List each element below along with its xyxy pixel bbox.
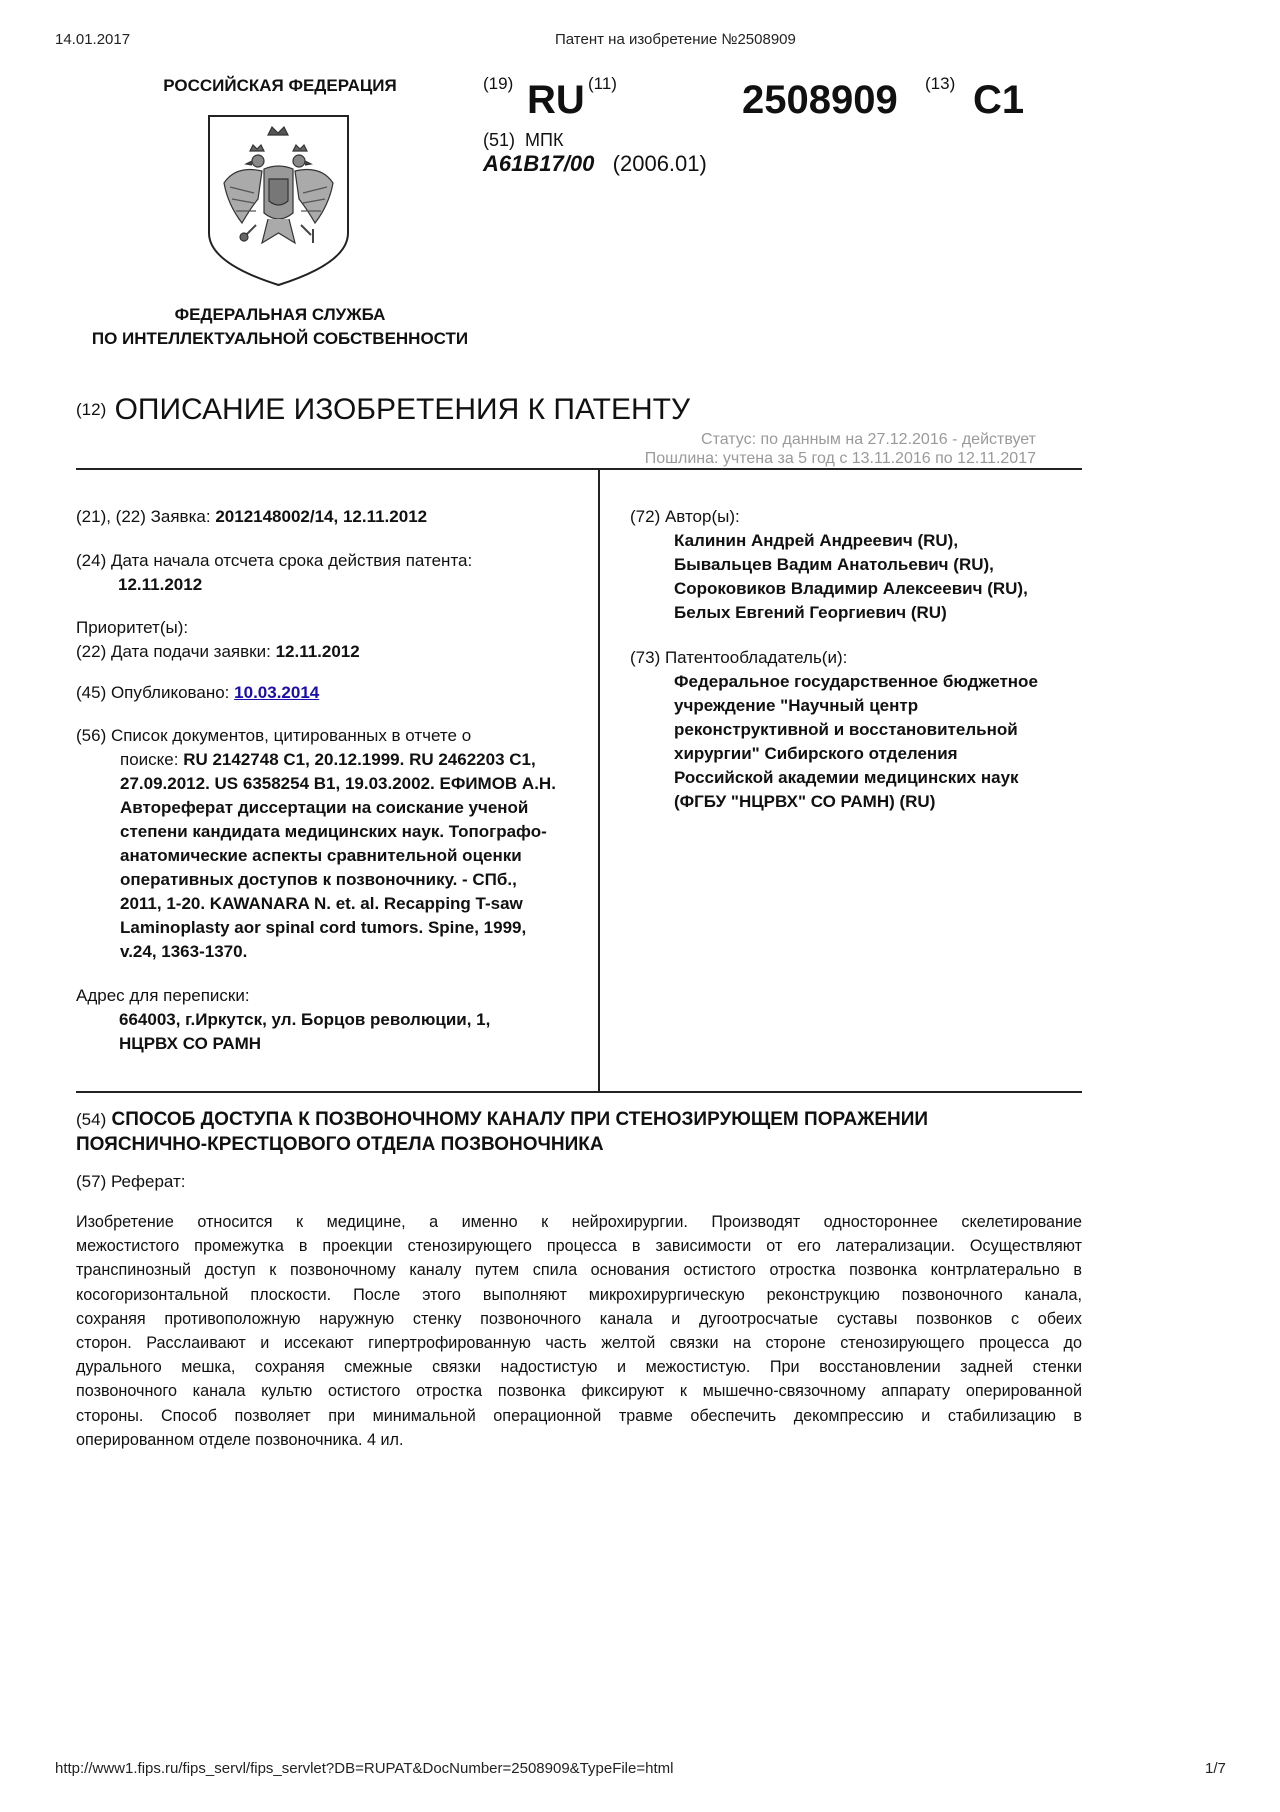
top-divider: [76, 468, 1082, 470]
print-title: Патент на изобретение №2508909: [555, 31, 796, 48]
page-number: 1/7: [1205, 1760, 1226, 1777]
abstract-line: Изобретение относится к медицине, а именно к нейрохирургии. Производят одностороннее скелетирование: [76, 1213, 1082, 1231]
abstract-label: (57) Реферат:: [76, 1172, 186, 1191]
published-label: (45) Опубликовано:: [76, 683, 230, 702]
code-19: (19): [483, 74, 514, 93]
filing-date-row: [76, 640, 360, 664]
invention-title-line-2: ПОЯСНИЧНО-КРЕСТЦОВОГО ОТДЕЛА ПОЗВОНОЧНИКА: [76, 1134, 604, 1155]
cited-line-2: [76, 748, 596, 772]
fee-line: Пошлина: учтена за 5 год с 13.11.2016 по 12.11.2017: [644, 450, 1036, 467]
abstract-line: позвоночного канала культю остистого отростка позвонка фиксируют к мышечно-связочному аппарату оперированной: [76, 1382, 1082, 1401]
code-51-num: (51): [483, 130, 516, 150]
code-11: (11): [588, 74, 617, 93]
address-line-1: 664003, г.Иркутск, ул. Борцов революции, 1,: [119, 1010, 491, 1029]
cited-line: анатомические аспекты сравнительной оценки: [120, 846, 522, 865]
cited-line: 27.09.2012. US 6358254 B1, 19.03.2002. ЕФИМОВ А.Н.: [120, 774, 556, 793]
abstract-line: транспинозный доступ к позвоночному каналу путем спила основания остистого отростка позвонка контрлатерально в: [76, 1261, 1082, 1280]
print-date: 14.01.2017: [55, 31, 131, 48]
application-field: [76, 505, 427, 529]
cited-line: 2011, 1-20. KAWANARA N. et. al. Recapping T-saw: [120, 894, 523, 913]
application-label: (21), (22) Заявка:: [76, 507, 211, 526]
code-13: (13): [925, 74, 956, 93]
cited-line: Laminoplasty aor spinal cord tumors. Spine, 1999,: [120, 918, 527, 937]
double-headed-eagle-icon: [206, 113, 351, 287]
mpk-label: МПК: [525, 130, 564, 150]
agency-name: [60, 303, 500, 351]
cited-line-1: (56) Список документов, цитированных в отчете о: [76, 726, 472, 745]
authors-label: (72) Автор(ы):: [630, 507, 740, 526]
address-label: Адрес для переписки:: [76, 986, 250, 1005]
ipc-code: A61B17/00: [483, 151, 595, 176]
code-54: (54): [76, 1110, 107, 1129]
bottom-divider: [76, 1091, 1082, 1093]
application-value: 2012148002/14, 12.11.2012: [215, 507, 428, 526]
cited-line: оперативных доступов к позвоночнику. - СПб.,: [120, 870, 517, 889]
authors-field: [630, 505, 1028, 625]
abstract-line: косогоризонтальной плоскости. После этого выполняют микрохирургическую реконструкцию позвоночного канала,: [76, 1285, 1082, 1304]
owner-line: Федеральное государственное бюджетное: [674, 672, 1038, 691]
author-name: Белых Евгений Георгиевич (RU): [674, 603, 947, 622]
patent-number: 2508909: [742, 78, 898, 122]
cited-line: Автореферат диссертации на соискание ученой: [120, 798, 529, 817]
code-12: (12): [76, 400, 107, 419]
invention-title-line-1: [76, 1107, 1086, 1132]
print-url: http://www1.fips.ru/fips_servl/fips_servlet?DB=RUPAT&DocNumber=2508909&TypeFile=html: [55, 1760, 674, 1777]
owner-line: (ФГБУ "НЦРВХ" СО РАМН) (RU): [674, 792, 936, 811]
cited-line: v.24, 1363-1370.: [120, 942, 248, 961]
invention-title-text-1: СПОСОБ ДОСТУПА К ПОЗВОНОЧНОМУ КАНАЛУ ПРИ СТЕНОЗИРУЮЩЕМ ПОРАЖЕНИИ: [111, 1109, 929, 1130]
owner-line: учреждение "Научный центр: [674, 696, 919, 715]
correspondence-address: [76, 984, 490, 1056]
ipc-year: (2006.01): [612, 151, 707, 176]
abstract-line: дурального мешка, сохраняя смежные связки надостистую и межостистую. При восстановлении задней стенки: [76, 1358, 1082, 1377]
cited-line: степени кандидата медицинских наук. Топографо-: [120, 822, 547, 841]
owner-line: Российской академии медицинских наук: [674, 768, 1019, 787]
kind-code: C1: [973, 78, 1025, 122]
column-divider: [598, 468, 600, 1092]
filing-value: 12.11.2012: [275, 642, 360, 661]
abstract-line: стороны. Способ позволяет при минимальной операционной травме обеспечить декомпрессию и стабилизацию в: [76, 1406, 1082, 1425]
abstract-line: межостистого промежутка в проекции стенозирующего процесса в зависимости от его латерализации. Осуществляют: [76, 1237, 1082, 1256]
document-title: [76, 392, 690, 428]
owner-line: реконструктивной и восстановительной: [674, 720, 1018, 739]
country-code: RU: [527, 78, 585, 122]
abstract-text: [76, 1210, 1082, 1452]
term-start-field: [76, 549, 472, 597]
priority-label: Приоритет(ы):: [76, 618, 189, 637]
cited-line-2-bold: RU 2142748 C1, 20.12.1999. RU 2462203 C1,: [183, 750, 536, 769]
agency-line-2: ПО ИНТЕЛЛЕКТУАЛЬНОЙ СОБСТВЕННОСТИ: [91, 329, 469, 348]
term-value: 12.11.2012: [118, 575, 203, 594]
author-name: Сороковиков Владимир Алексеевич (RU),: [674, 579, 1028, 598]
cited-documents: [76, 724, 596, 964]
abstract-line: сохраняя противоположную наружную стенку позвоночного канала и дугоотросчатые суставы позвонков с обеих: [76, 1309, 1082, 1328]
abstract-line: оперированном отделе позвоночника. 4 ил.: [76, 1430, 404, 1449]
code-51: [483, 130, 563, 151]
address-line-2: НЦРВХ СО РАМН: [119, 1034, 262, 1053]
author-name: Калинин Андрей Андреевич (RU),: [674, 531, 959, 550]
invention-title: [76, 1107, 1086, 1157]
cited-prefix: поиске:: [120, 750, 184, 769]
ipc-classification: [483, 151, 707, 177]
coat-of-arms-emblem: [206, 113, 351, 287]
country-name: РОССИЙСКАЯ ФЕДЕРАЦИЯ: [163, 76, 397, 95]
filing-label: (22) Дата подачи заявки:: [76, 642, 271, 661]
agency-line-1: ФЕДЕРАЛЬНАЯ СЛУЖБА: [174, 305, 386, 324]
owner-label: (73) Патентообладатель(и):: [630, 648, 848, 667]
status-line: Статус: по данным на 27.12.2016 - действует: [701, 431, 1036, 448]
owner-line: хирургии" Сибирского отделения: [674, 744, 958, 763]
published-date-link[interactable]: 10.03.2014: [234, 683, 320, 702]
author-name: Бывальцев Вадим Анатольевич (RU),: [674, 555, 994, 574]
published-field: [76, 681, 319, 705]
patent-owner-field: [630, 646, 1038, 814]
term-label: (24) Дата начала отсчета срока действия патента:: [76, 551, 473, 570]
abstract-line: сторон. Расслаивают и иссекают гипертрофированную часть желтой связки на стороне стенозирующего процесса до: [76, 1334, 1082, 1353]
document-title-text: ОПИСАНИЕ ИЗОБРЕТЕНИЯ К ПАТЕНТУ: [114, 393, 690, 426]
priority-field: [76, 616, 360, 664]
